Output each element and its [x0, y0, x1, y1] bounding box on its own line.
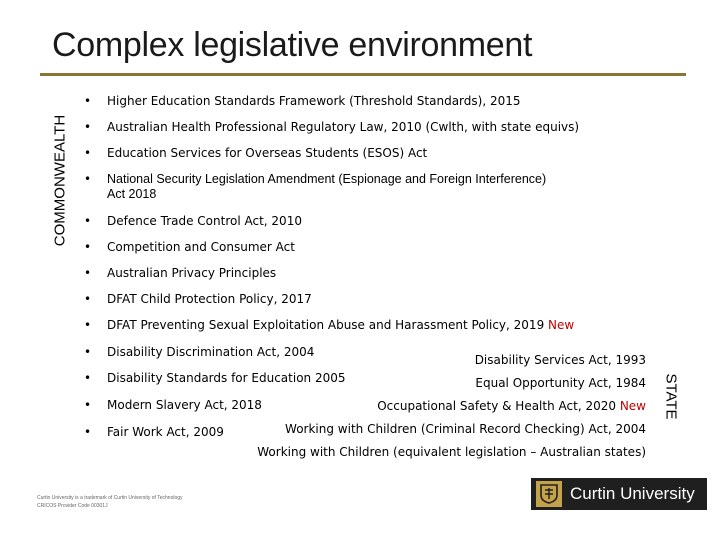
list-item: • Australian Privacy Principles	[84, 266, 277, 280]
footer-note: Curtin University is a trademark of Curtin University of Technology CRICOS Provider Code 00301J	[37, 495, 183, 509]
list-item: • Defence Trade Control Act, 2010	[84, 214, 302, 228]
crest-icon	[536, 481, 562, 507]
title-divider	[40, 73, 686, 76]
page-title: Complex legislative environment	[52, 26, 533, 64]
list-item: • Higher Education Standards Framework (Threshold Standards), 2015	[84, 94, 521, 108]
curtin-logo	[531, 478, 707, 510]
list-item: • Modern Slavery Act, 2018	[84, 398, 262, 412]
list-item: • Education Services for Overseas Students (ESOS) Act	[84, 146, 428, 160]
list-item: • DFAT Child Protection Policy, 2017	[84, 292, 312, 306]
commonwealth-label-text: COMMONWEALTH	[51, 114, 69, 247]
list-item: • DFAT Preventing Sexual Exploitation Abuse and Harassment Policy, 2019 New	[84, 318, 575, 332]
new-badge: New	[548, 318, 575, 332]
list-item: • Fair Work Act, 2009	[84, 425, 224, 439]
state-label-text: STATE	[662, 373, 680, 420]
state-item: Working with Children (equivalent legislation – Australian states)	[257, 445, 646, 459]
list-item: • Competition and Consumer Act	[84, 240, 295, 254]
new-badge: New	[619, 399, 646, 413]
list-item: • Disability Discrimination Act, 2004	[84, 345, 315, 359]
state-item: Working with Children (Criminal Record Checking) Act, 2004	[285, 422, 646, 436]
list-item: • Australian Health Professional Regulatory Law, 2010 (Cwlth, with state equivs)	[84, 120, 580, 134]
logo-text: Curtin University	[570, 484, 695, 503]
list-item: • Disability Standards for Education 2005	[84, 371, 346, 385]
list-item: • National Security Legislation Amendment (Espionage and Foreign Interference) Act 2018	[84, 172, 547, 201]
state-item: Occupational Safety & Health Act, 2020 New	[377, 399, 646, 413]
state-item: Disability Services Act, 1993	[474, 353, 646, 367]
state-item: Equal Opportunity Act, 1984	[475, 376, 646, 390]
